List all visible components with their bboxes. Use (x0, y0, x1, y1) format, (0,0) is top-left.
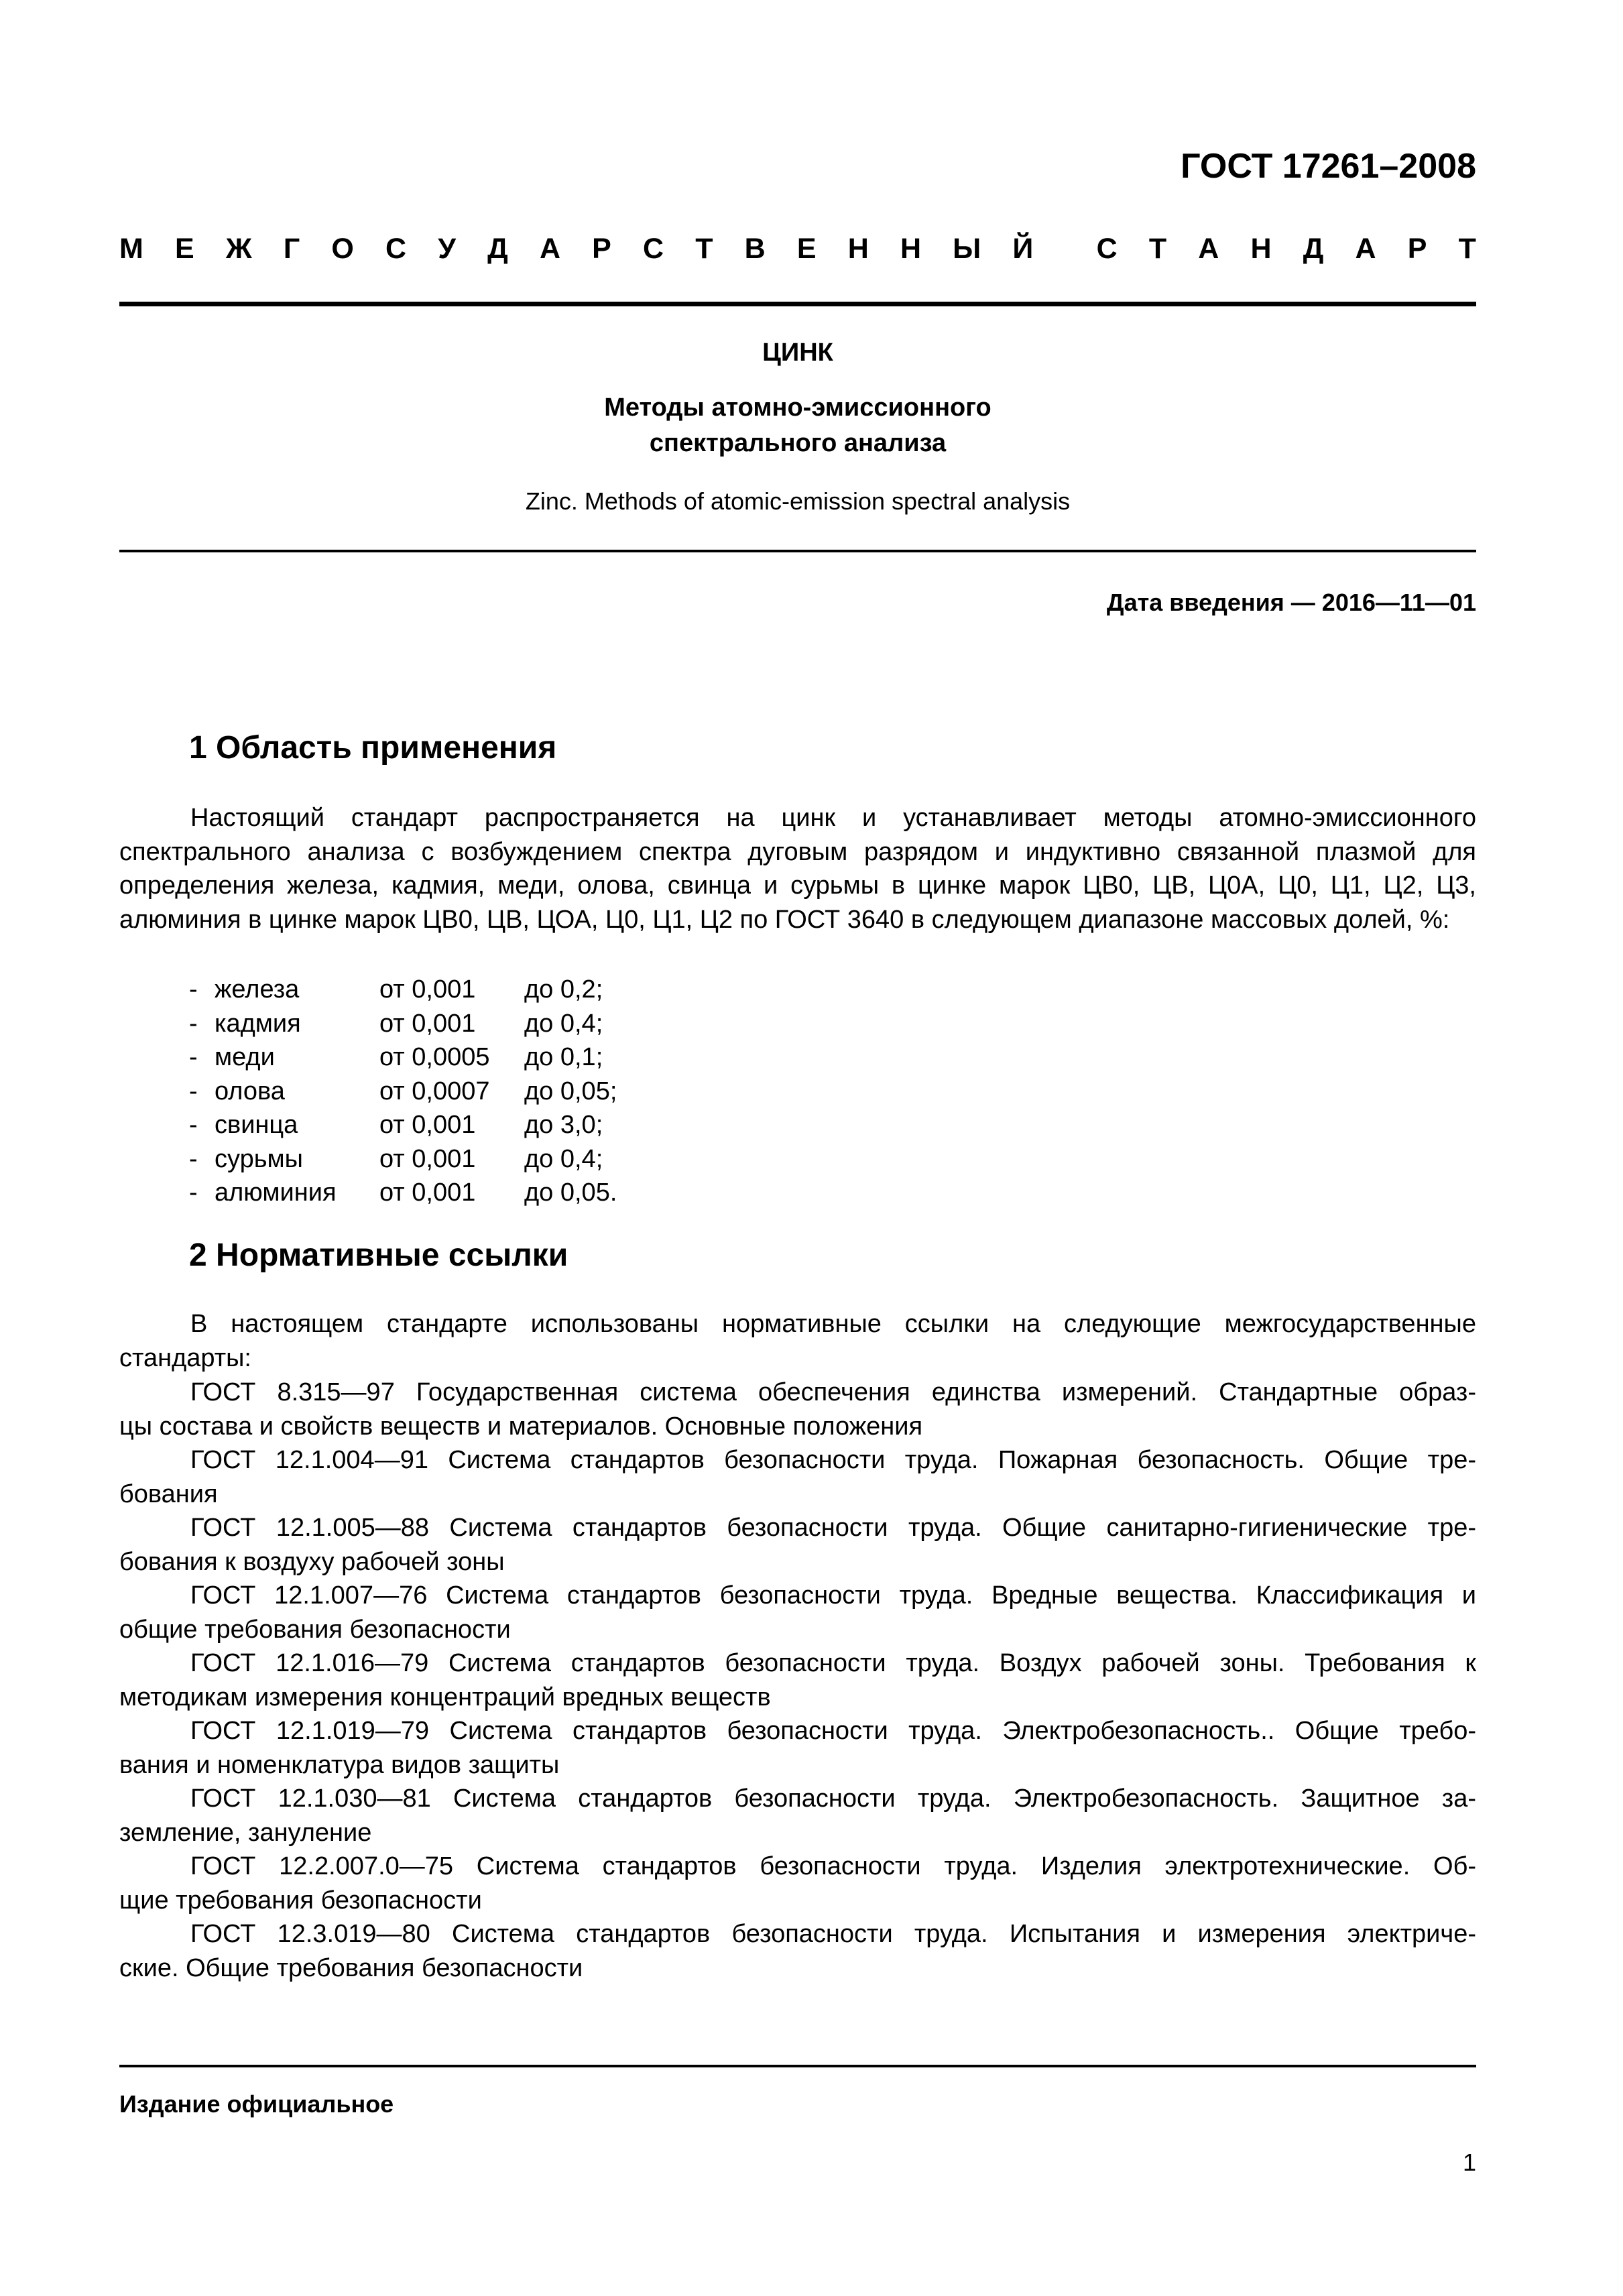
reference-line-continued: цы состава и свойств веществ и материалов. Основные положения (119, 1412, 923, 1441)
range-from: от 0,0005 (379, 1043, 490, 1071)
range-row (189, 1142, 617, 1176)
range-dash: - (189, 975, 198, 1004)
range-element: кадмия (215, 1009, 301, 1038)
banner-letter: Н (1250, 233, 1272, 265)
header-rule (119, 302, 1476, 306)
reference-item (119, 1850, 1476, 1917)
range-from: от 0,001 (379, 1144, 476, 1173)
page-number: 1 (1462, 2149, 1476, 2176)
banner-letter: Д (1303, 233, 1324, 265)
range-row (189, 973, 617, 1007)
banner-letter: Н (900, 233, 921, 265)
subtitle-line: Методы атомно-эмиссионного (604, 394, 991, 422)
range-to: до 0,05; (524, 1077, 617, 1105)
range-row (189, 1176, 617, 1210)
banner-letter: Е (174, 233, 194, 265)
mass-fraction-ranges (189, 973, 617, 1210)
reference-line: ГОСТ 12.3.019—80 Система стандартов безопасности труда. Испытания и измерения электриче- (190, 1920, 1476, 1948)
range-element: олова (215, 1077, 285, 1105)
section-2-heading: 2 Нормативные ссылки (189, 1237, 568, 1273)
range-to: до 3,0; (524, 1111, 603, 1139)
reference-line: ГОСТ 12.1.030—81 Система стандартов безопасности труда. Электробезопасность. Защитное за- (190, 1785, 1476, 1813)
banner-letter: Г (283, 233, 300, 265)
range-to: до 0,1; (524, 1043, 603, 1071)
range-dash: - (189, 1144, 198, 1173)
title-rule (119, 550, 1476, 552)
reference-line: ГОСТ 12.1.005—88 Система стандартов безопасности труда. Общие санитарно-гигиенические тре- (190, 1514, 1476, 1542)
range-from: от 0,001 (379, 1009, 476, 1038)
section-1-text: Настоящий стандарт распространяется на цинк и устанавливает методы атомно-эмиссионного спектрального анализа с возбуждением спектра дуговым разрядом и индуктивно связанной плазмой для определения железа, кадмия, меди, олова, свинца и сурьмы в цинке марок ЦВ0, ЦВ, Ц0А, Ц0, Ц1, Ц2, Ц3, алюминия в цинке марок ЦВ0, ЦВ, ЦОА, Ц0, Ц1, Ц2 по ГОСТ 3640 в следующем диапазоне массовых долей, %: (119, 804, 1476, 934)
banner-letter: Р (592, 233, 611, 265)
reference-line-continued: методикам измерения концентраций вредных веществ (119, 1683, 771, 1711)
banner-letter: А (539, 233, 560, 265)
subtitle-line: спектрального анализа (649, 429, 947, 457)
reference-line-continued: щие требования безопасности (119, 1886, 482, 1915)
banner-letter: Т (1148, 233, 1167, 265)
banner-letter: М (119, 233, 143, 265)
reference-line-continued: ские. Общие требования безопасности (119, 1953, 583, 1982)
banner-letter: Е (796, 233, 817, 265)
range-row (189, 1007, 617, 1041)
range-row (189, 1108, 617, 1142)
range-dash: - (189, 1179, 198, 1207)
reference-item (119, 1376, 1476, 1443)
banner-letter: С (1096, 233, 1118, 265)
reference-item (119, 1782, 1476, 1850)
range-element: алюминия (215, 1179, 337, 1207)
reference-item (119, 1917, 1476, 1985)
document-number: ГОСТ 17261–2008 (1181, 147, 1476, 186)
reference-line: ГОСТ 12.2.007.0—75 Система стандартов безопасности труда. Изделия электротехнические. Об- (190, 1852, 1476, 1880)
range-element: сурьмы (215, 1144, 303, 1173)
reference-line-continued: бования к воздуху рабочей зоны (119, 1547, 505, 1576)
reference-line: ГОСТ 8.315—97 Государственная система обеспечения единства измерений. Стандартные образ- (190, 1378, 1476, 1406)
banner-letter: Н (847, 233, 869, 265)
reference-line-continued: общие требования безопасности (119, 1615, 511, 1644)
english-title: Zinc. Methods of atomic-emission spectral analysis (525, 487, 1071, 515)
document-title: ЦИНК (762, 339, 833, 367)
range-row (189, 1040, 617, 1075)
range-to: до 0,05. (524, 1179, 617, 1207)
range-to: до 0,2; (524, 975, 603, 1004)
section-1-paragraph (119, 801, 1476, 936)
section-1-heading: 1 Область применения (189, 730, 557, 766)
reference-item (119, 1646, 1476, 1714)
banner-letter: О (331, 233, 354, 265)
range-dash: - (189, 1009, 198, 1038)
section-2-intro (119, 1307, 1476, 1375)
reference-line: ГОСТ 12.1.016—79 Система стандартов безопасности труда. Воздух рабочей зоны. Требования к (190, 1649, 1476, 1677)
banner-letter: В (744, 233, 766, 265)
reference-item (119, 1511, 1476, 1579)
banner-letter: Р (1407, 233, 1427, 265)
reference-item (119, 1714, 1476, 1782)
range-from: от 0,001 (379, 1111, 476, 1139)
reference-item (119, 1443, 1476, 1511)
reference-line: ГОСТ 12.1.007—76 Система стандартов безопасности труда. Вредные вещества. Классификация и (190, 1581, 1476, 1610)
range-element: меди (215, 1043, 275, 1071)
range-to: до 0,4; (524, 1009, 603, 1038)
section-2-intro-text: В настоящем стандарте использованы нормативные ссылки на следующие межгосударственные стандарты: (119, 1310, 1476, 1372)
document-subtitle (119, 390, 1476, 461)
range-from: от 0,0007 (379, 1077, 490, 1105)
reference-line-continued: бования (119, 1479, 218, 1508)
reference-line-continued: земление, зануление (119, 1818, 372, 1847)
footer-rule (119, 2065, 1476, 2067)
banner-letter: А (1198, 233, 1219, 265)
edition-label: Издание официальное (119, 2090, 394, 2118)
banner-letter: Д (487, 233, 508, 265)
range-element: свинца (215, 1111, 298, 1139)
range-row (189, 1075, 617, 1109)
reference-line-continued: вания и номенклатура видов защиты (119, 1750, 560, 1779)
introduction-date: Дата введения — 2016—11—01 (1106, 589, 1476, 616)
range-dash: - (189, 1043, 198, 1071)
range-from: от 0,001 (379, 1179, 476, 1207)
banner-letter: Ы (953, 233, 981, 265)
banner-letter: Й (1012, 233, 1034, 265)
range-to: до 0,4; (524, 1144, 603, 1173)
range-dash: - (189, 1111, 198, 1139)
reference-line: ГОСТ 12.1.004—91 Система стандартов безопасности труда. Пожарная безопасность. Общие тре- (190, 1446, 1476, 1474)
banner-letter: У (438, 233, 456, 265)
banner-letter: Ж (225, 233, 252, 265)
banner-letter: С (643, 233, 664, 265)
normative-references (119, 1376, 1476, 1985)
reference-line: ГОСТ 12.1.019—79 Система стандартов безопасности труда. Электробезопасность.. Общие требо- (190, 1717, 1476, 1745)
range-element: железа (215, 975, 300, 1004)
range-from: от 0,001 (379, 975, 476, 1004)
banner-letter: С (385, 233, 407, 265)
range-dash: - (189, 1077, 198, 1105)
reference-item (119, 1579, 1476, 1646)
standard-banner (119, 235, 1476, 263)
banner-letter: Т (695, 233, 713, 265)
banner-letter: А (1355, 233, 1376, 265)
banner-letter: Т (1458, 233, 1476, 265)
